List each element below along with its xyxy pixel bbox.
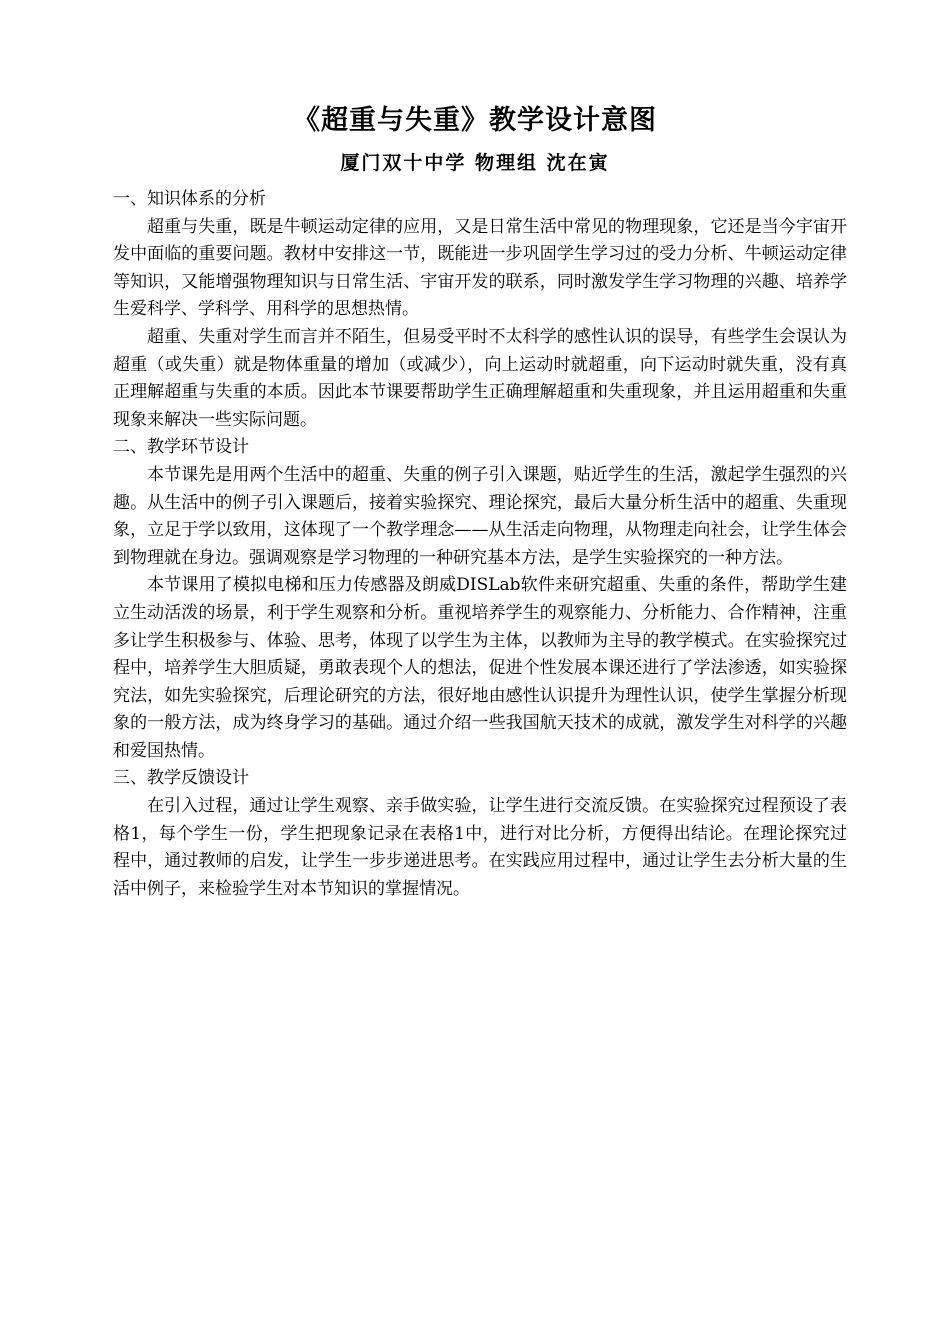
section-teaching-design [113, 434, 847, 765]
paragraph: 本节课先是用两个生活中的超重、失重的例子引入课题，贴近学生的生活，激起学生强烈的兴趣。从生活中的例子引入课题后，接着实验探究、理论探究，最后大量分析生活中的超重、失重现象，立足于学以致用，这体现了一个教学理念——从生活走向物理，从物理走向社会，让学生体会到物理就在身边。强调观察是学习物理的一种研究基本方法，是学生实验探究的一种方法。 [113, 464, 847, 568]
section-knowledge-analysis [113, 186, 847, 434]
paragraph: 超重、失重对学生而言并不陌生，但易受平时不太科学的感性认识的误导，有些学生会误认为超重（或失重）就是物体重量的增加（或减少），向上运动时就超重，向下运动时就失重，没有真正理解超重与失重的本质。因此本节课要帮助学生正确理解超重和失重现象，并且运用超重和失重现象来解决一些实际问题。 [113, 326, 847, 430]
section-heading: 三、教学反馈设计 [113, 768, 249, 789]
paragraph: 本节课用了模拟电梯和压力传感器及朗威DISLab软件来研究超重、失重的条件，帮助学生建立生动活泼的场景，利于学生观察和分析。重视培养学生的观察能力、分析能力、合作精神，注重多让学生积极参与、体验、思考，体现了以学生为主体，以教师为主导的教学模式。在实验探究过程中，培养学生大胆质疑，勇敢表现个人的想法，促进个性发展本课还进行了学法渗透，如实验探究法，如先实验探究，后理论研究的方法，很好地由感性认识提升为理性认识，使学生掌握分析现象的一般方法，成为终身学习的基础。通过介绍一些我国航天技术的成就，激发学生对科学的兴趣和爱国热情。 [113, 575, 847, 761]
paragraph: 超重与失重，既是牛顿运动定律的应用，又是日常生活中常见的物理现象，它还是当今宇宙开发中面临的重要问题。教材中安排这一节，既能进一步巩固学生学习过的受力分析、牛顿运动定律等知识，又能增强物理知识与日常生活、宇宙开发的联系，同时激发学生学习物理的兴趣、培养学生爱科学、学科学、用科学的思想热情。 [113, 216, 847, 320]
section-heading: 二、教学环节设计 [113, 437, 249, 458]
document-subtitle: 厦门双十中学 物理组 沈在寅 [340, 152, 610, 174]
document-title: 《超重与失重》教学设计意图 [293, 105, 657, 136]
document-body [113, 186, 847, 903]
section-feedback-design [113, 765, 847, 903]
section-heading: 一、知识体系的分析 [113, 189, 266, 209]
paragraph: 在引入过程，通过让学生观察、亲手做实验，让学生进行交流反馈。在实验探究过程预设了表格1，每个学生一份，学生把现象记录在表格1中，进行对比分析，方便得出结论。在理论探究过程中，通过教师的启发，让学生一步步递进思考。在实践应用过程中，通过让学生去分析大量的生活中例子，来检验学生对本节知识的掌握情况。 [113, 796, 847, 899]
